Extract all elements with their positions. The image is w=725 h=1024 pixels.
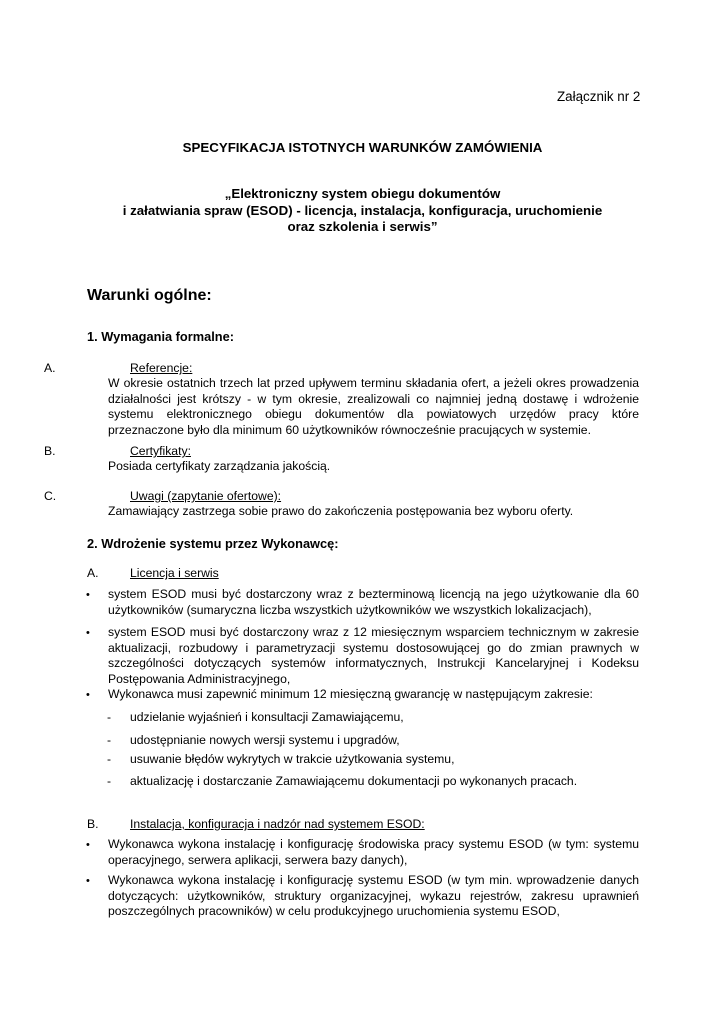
bullet-icon: • (86, 875, 90, 887)
text-line: W okresie ostatnich trzech lat przed upływem terminu składania ofert, a jeżeli okres prowadzenia (108, 376, 639, 390)
subsection-title: Instalacja, konfiguracja i nadzór nad systemem ESOD: (130, 817, 425, 831)
text-line: Wykonawca wykona instalację i konfigurację środowiska pracy systemu ESOD (w tym: systemu (108, 837, 639, 851)
bullet-icon: • (86, 839, 90, 851)
item-title: Uwagi (zapytanie ofertowe): (130, 489, 282, 503)
section-1-heading: 1. Wymagania formalne: (87, 329, 234, 344)
item-text (108, 376, 639, 438)
text-line: system ESOD musi być dostarczony wraz z 12 miesięcznym wsparciem technicznym w zakresie (108, 625, 639, 639)
text-line: systemu elektronicznego obiegu dokumentów dla powiatowych urzędów pracy które (108, 407, 639, 421)
bullet-icon: • (86, 627, 90, 639)
dash-marker: - (107, 710, 112, 724)
text-line: Wykonawca wykona instalację i konfigurację systemu ESOD (w tym min. wprowadzenie danych (108, 873, 639, 887)
dash-item: udostępnianie nowych wersji systemu i upgradów, (130, 733, 400, 747)
document-subtitle (80, 186, 645, 236)
subtitle-line: oraz szkolenia i serwis” (287, 219, 438, 234)
subsection-letter: A. (87, 566, 99, 580)
text-line: użytkowników (sumaryczna liczba wszystkich użytkowników we wszystkich lokalizacjach), (108, 602, 592, 617)
dash-item: usuwanie błędów wykrytych w trakcie użytkowania systemu, (130, 752, 455, 766)
subsection-letter: B. (87, 817, 99, 831)
item-letter: A. (44, 361, 56, 375)
bullet-item (108, 587, 639, 618)
bullet-icon: • (86, 689, 90, 701)
subsection-title: Licencja i serwis (130, 566, 219, 580)
text-line: operacyjnego, serwera aplikacji, serwera bazy danych), (108, 852, 408, 867)
bullet-icon: • (86, 589, 90, 601)
general-conditions-heading: Warunki ogólne: (87, 287, 212, 304)
text-line: działalności jest krótszy - w tym okresie, zrealizowali co najmniej jedną dostawę i wdrożenie (108, 391, 639, 406)
text-line: Postępowania Administracyjnego, (108, 671, 291, 686)
bullet-item (108, 687, 639, 703)
text-line: poszczególnych pracowników) w celu produkcyjnego uruchomienia systemu ESOD, (108, 904, 560, 918)
document-title: SPECYFIKACJA ISTOTNYCH WARUNKÓW ZAMÓWIENIA (182, 140, 543, 155)
text-line: przeznaczone było dla minimum 60 użytkowników równocześnie pracujących w systemie. (108, 422, 591, 437)
bullet-item (108, 625, 639, 687)
dash-item: udzielanie wyjaśnień i konsultacji Zamawiającemu, (130, 710, 404, 724)
item-title: Referencje: (130, 361, 193, 375)
text-line: Zamawiający zastrzega sobie prawo do zakończenia postępowania bez wyboru oferty. (108, 504, 574, 518)
section-2-heading: 2. Wdrożenie systemu przez Wykonawcę: (87, 536, 339, 551)
text-line: dotyczących: użytkowników, struktury organizacyjnej, wykazu rejestrów, zakresu uprawnień (108, 888, 639, 903)
text-line: Posiada certyfikaty zarządzania jakością. (108, 459, 331, 473)
text-line: aktualizacji, rozbudowy i parametryzacji systemu dostosowującej go do zmian prawnych w (108, 640, 639, 655)
item-title: Certyfikaty: (130, 444, 191, 458)
dash-item: aktualizację i dostarczanie Zamawiającemu dokumentacji po wykonanych pracach. (130, 774, 578, 788)
item-letter: C. (44, 489, 57, 503)
dash-marker: - (107, 752, 112, 766)
item-letter: B. (44, 444, 56, 458)
item-text (108, 504, 639, 520)
text-line: Wykonawca musi zapewnić minimum 12 miesięczną gwarancję w następującym zakresie: (108, 687, 593, 701)
bullet-item (108, 837, 639, 868)
subtitle-line: „Elektroniczny system obiegu dokumentów (224, 186, 501, 201)
dash-marker: - (107, 774, 112, 788)
item-text (108, 459, 639, 475)
dash-marker: - (107, 733, 112, 747)
subtitle-line: i załatwiania spraw (ESOD) - licencja, instalacja, konfiguracja, uruchomienie (122, 202, 603, 218)
text-line: szczególności dotyczących systemów informatycznych, Instrukcji Kancelaryjnej i Kodeksu (108, 656, 639, 670)
bullet-item (108, 873, 639, 920)
text-line: system ESOD musi być dostarczony wraz z bezterminową licencją na jego użytkowanie dla 60 (108, 587, 639, 601)
annex-label: Załącznik nr 2 (557, 89, 641, 104)
